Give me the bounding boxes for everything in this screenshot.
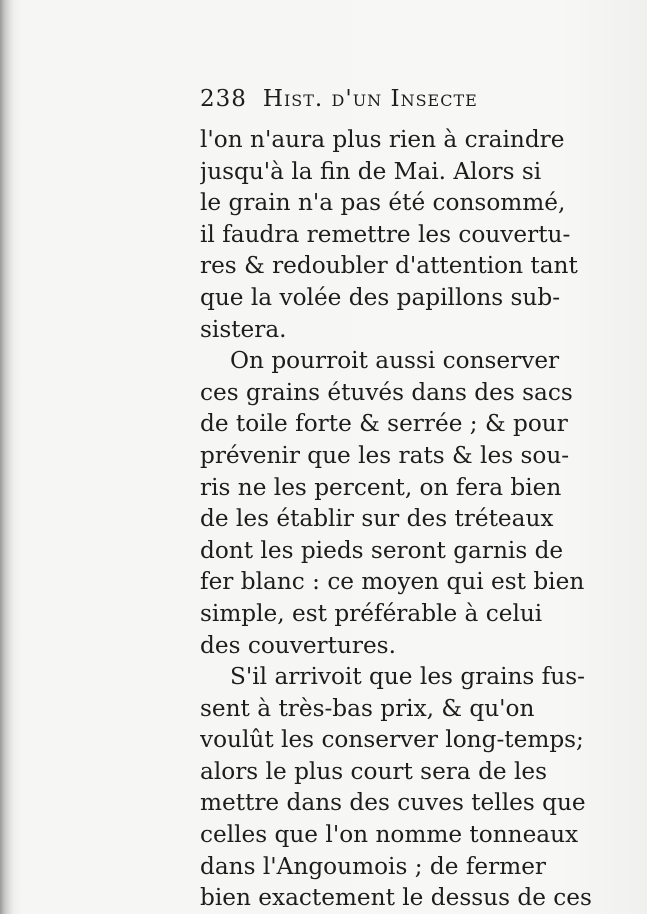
text-line: alors le plus court sera de les — [200, 757, 548, 785]
paragraph-start-line: S'il arrivoit que les grains fus- — [230, 663, 585, 691]
text-line: ris ne les percent, on fera bien — [200, 473, 562, 501]
text-line: de toile forte & serrée ; & pour — [200, 410, 568, 438]
text-line: bien exactement le dessus de ces — [200, 884, 592, 912]
text-line: que la volée des papillons sub- — [200, 283, 561, 311]
page-number: 238 — [200, 86, 247, 112]
text-line: jusqu'à la fin de Mai. Alors si — [200, 157, 542, 185]
paragraph-start-line: On pourroit aussi conserver — [230, 347, 560, 375]
text-line: sent à très-bas prix, & qu'on — [200, 694, 535, 722]
text-line: ces grains étuvés dans des sacs — [200, 378, 573, 406]
page-text-block — [200, 86, 595, 914]
text-line: fer blanc : ce moyen qui est bien — [200, 568, 585, 596]
text-line: res & redoubler d'attention tant — [200, 252, 578, 280]
text-line: dans l'Angoumois ; de fermer — [200, 852, 547, 880]
text-line: des couvertures. — [200, 631, 396, 659]
book-gutter-edge — [0, 0, 14, 914]
text-line: de les établir sur des tréteaux — [200, 505, 554, 533]
running-head — [200, 86, 595, 124]
text-line: sistera. — [200, 315, 287, 343]
text-line: mettre dans des cuves telles que — [200, 789, 586, 817]
text-line: prévenir que les rats & les sou- — [200, 441, 570, 469]
text-line: voulût les conserver long-temps; — [200, 726, 584, 754]
text-line: il faudra remettre les couvertu- — [200, 220, 571, 248]
text-line: l'on n'aura plus rien à craindre — [200, 126, 565, 153]
text-line: simple, est préférable à celui — [200, 599, 543, 627]
text-line: le grain n'a pas été consommé, — [200, 189, 566, 217]
text-line: dont les pieds seront garnis de — [200, 536, 564, 564]
text-line: celles que l'on nomme tonneaux — [200, 821, 579, 849]
running-head-title: Hist. d'un Insecte — [262, 86, 478, 112]
